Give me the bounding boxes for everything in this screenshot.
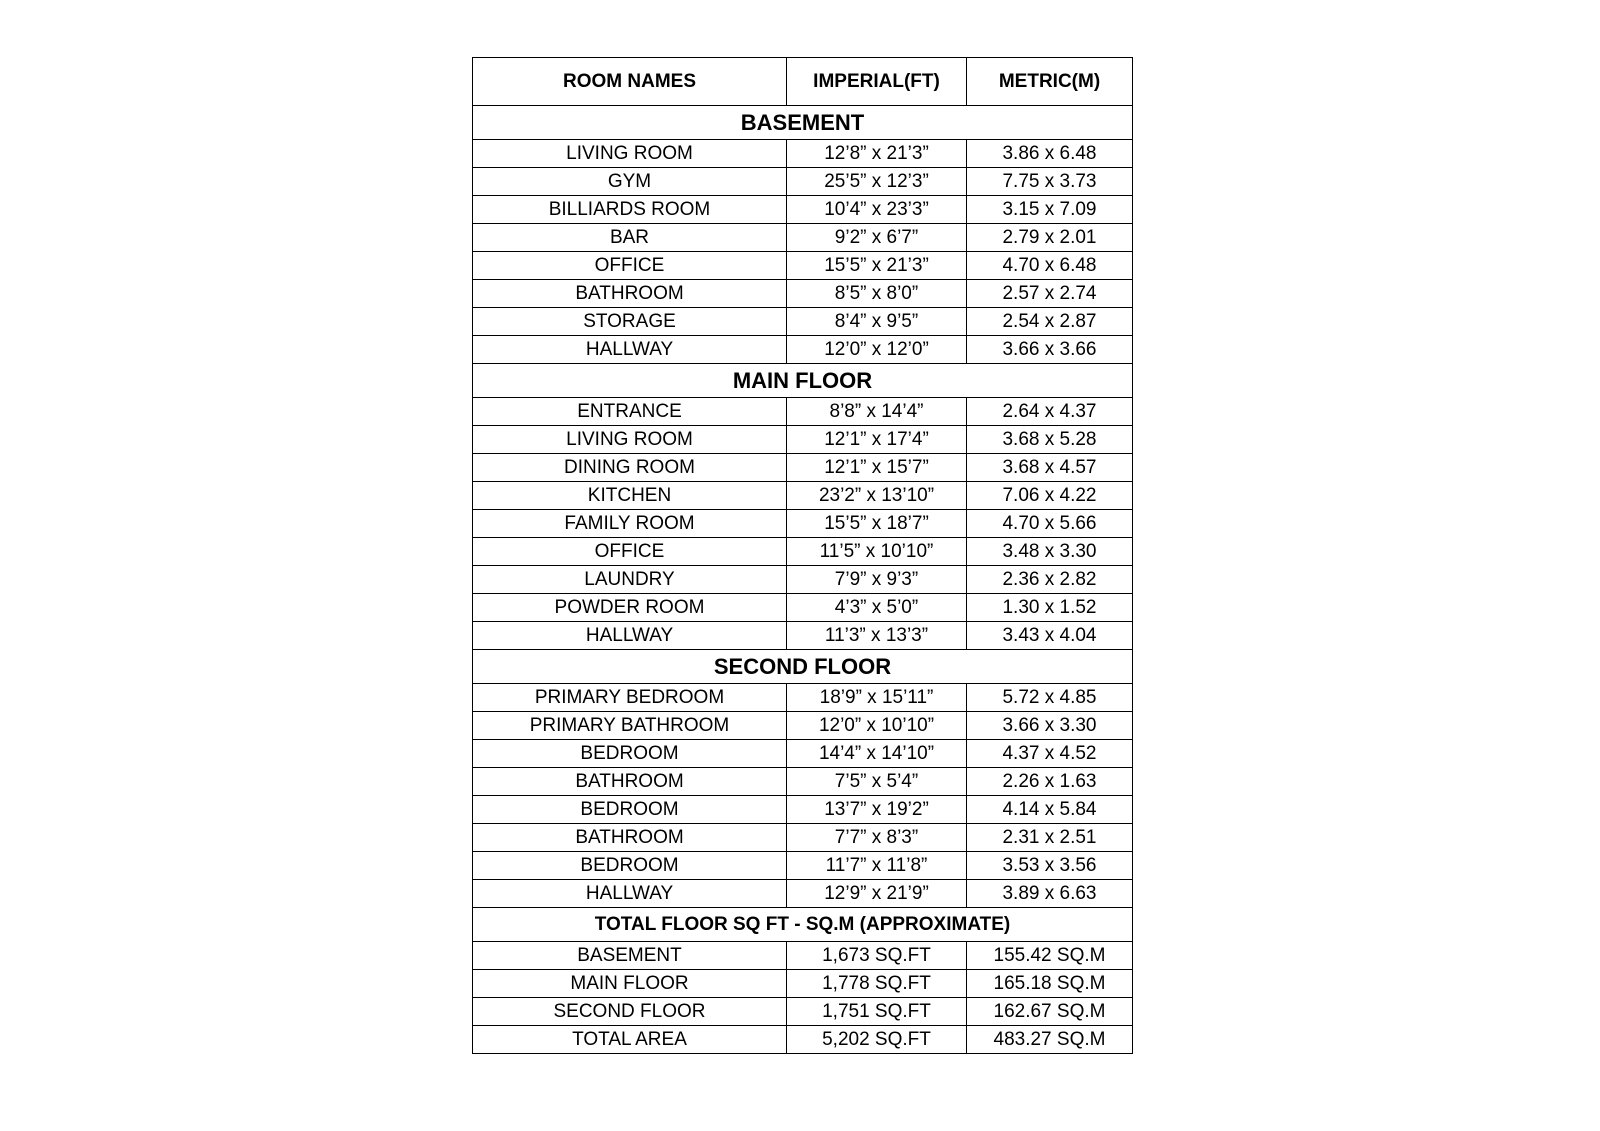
room-name-cell: LIVING ROOM: [473, 140, 787, 168]
table-row: [473, 942, 1133, 970]
table-row: [473, 712, 1133, 740]
imperial-cell: 7’9” x 9’3”: [787, 566, 967, 594]
metric-cell: 4.37 x 4.52: [967, 740, 1133, 768]
room-name-cell: POWDER ROOM: [473, 594, 787, 622]
metric-cell: 3.89 x 6.63: [967, 880, 1133, 908]
room-name-cell: HALLWAY: [473, 880, 787, 908]
imperial-cell: 23’2” x 13’10”: [787, 482, 967, 510]
imperial-cell: 5,202 SQ.FT: [787, 1026, 967, 1054]
imperial-cell: 12’1” x 15’7”: [787, 454, 967, 482]
table-body: [473, 106, 1133, 1054]
room-name-cell: ENTRANCE: [473, 398, 787, 426]
table-row: [473, 224, 1133, 252]
imperial-cell: 10’4” x 23’3”: [787, 196, 967, 224]
metric-cell: 5.72 x 4.85: [967, 684, 1133, 712]
table-row: [473, 426, 1133, 454]
room-name-cell: DINING ROOM: [473, 454, 787, 482]
room-name-cell: BEDROOM: [473, 796, 787, 824]
metric-cell: 2.36 x 2.82: [967, 566, 1133, 594]
table-row: [473, 140, 1133, 168]
table-row: [473, 454, 1133, 482]
metric-cell: 3.68 x 5.28: [967, 426, 1133, 454]
room-name-cell: PRIMARY BEDROOM: [473, 684, 787, 712]
imperial-cell: 11’5” x 10’10”: [787, 538, 967, 566]
metric-cell: 2.54 x 2.87: [967, 308, 1133, 336]
table-row: [473, 168, 1133, 196]
table-row: [473, 566, 1133, 594]
room-name-cell: BILLIARDS ROOM: [473, 196, 787, 224]
table-row: [473, 998, 1133, 1026]
header-row: [473, 58, 1133, 106]
section-title: SECOND FLOOR: [473, 650, 1133, 684]
room-dimensions-table: [472, 57, 1133, 1054]
section-row: [473, 106, 1133, 140]
table-row: [473, 336, 1133, 364]
header-room-names: ROOM NAMES: [473, 58, 787, 106]
room-name-cell: BATHROOM: [473, 824, 787, 852]
section-row: [473, 908, 1133, 942]
imperial-cell: 7’5” x 5’4”: [787, 768, 967, 796]
room-name-cell: BEDROOM: [473, 852, 787, 880]
table-header: [473, 58, 1133, 106]
section-row: [473, 650, 1133, 684]
room-name-cell: STORAGE: [473, 308, 787, 336]
imperial-cell: 15’5” x 18’7”: [787, 510, 967, 538]
metric-cell: 162.67 SQ.M: [967, 998, 1133, 1026]
metric-cell: 3.53 x 3.56: [967, 852, 1133, 880]
table-row: [473, 196, 1133, 224]
room-name-cell: BATHROOM: [473, 280, 787, 308]
imperial-cell: 11’3” x 13’3”: [787, 622, 967, 650]
imperial-cell: 1,778 SQ.FT: [787, 970, 967, 998]
section-title: MAIN FLOOR: [473, 364, 1133, 398]
metric-cell: 4.70 x 5.66: [967, 510, 1133, 538]
metric-cell: 2.79 x 2.01: [967, 224, 1133, 252]
header-imperial: IMPERIAL(FT): [787, 58, 967, 106]
imperial-cell: 8’5” x 8’0”: [787, 280, 967, 308]
table-row: [473, 796, 1133, 824]
table-row: [473, 880, 1133, 908]
table-row: [473, 398, 1133, 426]
imperial-cell: 12’9” x 21’9”: [787, 880, 967, 908]
metric-cell: 7.06 x 4.22: [967, 482, 1133, 510]
imperial-cell: 1,751 SQ.FT: [787, 998, 967, 1026]
room-name-cell: LAUNDRY: [473, 566, 787, 594]
room-name-cell: OFFICE: [473, 252, 787, 280]
room-name-cell: LIVING ROOM: [473, 426, 787, 454]
imperial-cell: 1,673 SQ.FT: [787, 942, 967, 970]
table-row: [473, 1026, 1133, 1054]
room-name-cell: HALLWAY: [473, 622, 787, 650]
imperial-cell: 8’8” x 14’4”: [787, 398, 967, 426]
imperial-cell: 11’7” x 11’8”: [787, 852, 967, 880]
table-row: [473, 852, 1133, 880]
section-title: TOTAL FLOOR SQ FT - SQ.M (APPROXIMATE): [473, 908, 1133, 942]
room-name-cell: BAR: [473, 224, 787, 252]
header-metric: METRIC(M): [967, 58, 1133, 106]
imperial-cell: 15’5” x 21’3”: [787, 252, 967, 280]
table-row: [473, 684, 1133, 712]
room-name-cell: GYM: [473, 168, 787, 196]
metric-cell: 7.75 x 3.73: [967, 168, 1133, 196]
table-row: [473, 622, 1133, 650]
room-name-cell: FAMILY ROOM: [473, 510, 787, 538]
imperial-cell: 12’8” x 21’3”: [787, 140, 967, 168]
metric-cell: 3.68 x 4.57: [967, 454, 1133, 482]
metric-cell: 1.30 x 1.52: [967, 594, 1133, 622]
imperial-cell: 13’7” x 19’2”: [787, 796, 967, 824]
imperial-cell: 7’7” x 8’3”: [787, 824, 967, 852]
room-name-cell: BASEMENT: [473, 942, 787, 970]
metric-cell: 3.66 x 3.30: [967, 712, 1133, 740]
metric-cell: 2.31 x 2.51: [967, 824, 1133, 852]
imperial-cell: 14’4” x 14’10”: [787, 740, 967, 768]
metric-cell: 2.26 x 1.63: [967, 768, 1133, 796]
metric-cell: 3.86 x 6.48: [967, 140, 1133, 168]
imperial-cell: 9’2” x 6’7”: [787, 224, 967, 252]
table-row: [473, 740, 1133, 768]
room-name-cell: BATHROOM: [473, 768, 787, 796]
metric-cell: 3.48 x 3.30: [967, 538, 1133, 566]
metric-cell: 2.64 x 4.37: [967, 398, 1133, 426]
imperial-cell: 18’9” x 15’11”: [787, 684, 967, 712]
metric-cell: 483.27 SQ.M: [967, 1026, 1133, 1054]
imperial-cell: 8’4” x 9’5”: [787, 308, 967, 336]
metric-cell: 3.43 x 4.04: [967, 622, 1133, 650]
table-row: [473, 538, 1133, 566]
table-row: [473, 970, 1133, 998]
room-name-cell: KITCHEN: [473, 482, 787, 510]
imperial-cell: 12’0” x 10’10”: [787, 712, 967, 740]
room-name-cell: MAIN FLOOR: [473, 970, 787, 998]
room-name-cell: HALLWAY: [473, 336, 787, 364]
metric-cell: 155.42 SQ.M: [967, 942, 1133, 970]
table-row: [473, 768, 1133, 796]
metric-cell: 4.70 x 6.48: [967, 252, 1133, 280]
room-name-cell: OFFICE: [473, 538, 787, 566]
imperial-cell: 4’3” x 5’0”: [787, 594, 967, 622]
section-row: [473, 364, 1133, 398]
table-row: [473, 280, 1133, 308]
table-row: [473, 594, 1133, 622]
metric-cell: 165.18 SQ.M: [967, 970, 1133, 998]
table-row: [473, 308, 1133, 336]
metric-cell: 3.15 x 7.09: [967, 196, 1133, 224]
imperial-cell: 12’1” x 17’4”: [787, 426, 967, 454]
room-name-cell: TOTAL AREA: [473, 1026, 787, 1054]
imperial-cell: 25’5” x 12’3”: [787, 168, 967, 196]
room-name-cell: BEDROOM: [473, 740, 787, 768]
table-row: [473, 510, 1133, 538]
room-name-cell: PRIMARY BATHROOM: [473, 712, 787, 740]
table-row: [473, 482, 1133, 510]
imperial-cell: 12’0” x 12’0”: [787, 336, 967, 364]
room-name-cell: SECOND FLOOR: [473, 998, 787, 1026]
metric-cell: 2.57 x 2.74: [967, 280, 1133, 308]
table-row: [473, 824, 1133, 852]
metric-cell: 4.14 x 5.84: [967, 796, 1133, 824]
section-title: BASEMENT: [473, 106, 1133, 140]
metric-cell: 3.66 x 3.66: [967, 336, 1133, 364]
table-row: [473, 252, 1133, 280]
